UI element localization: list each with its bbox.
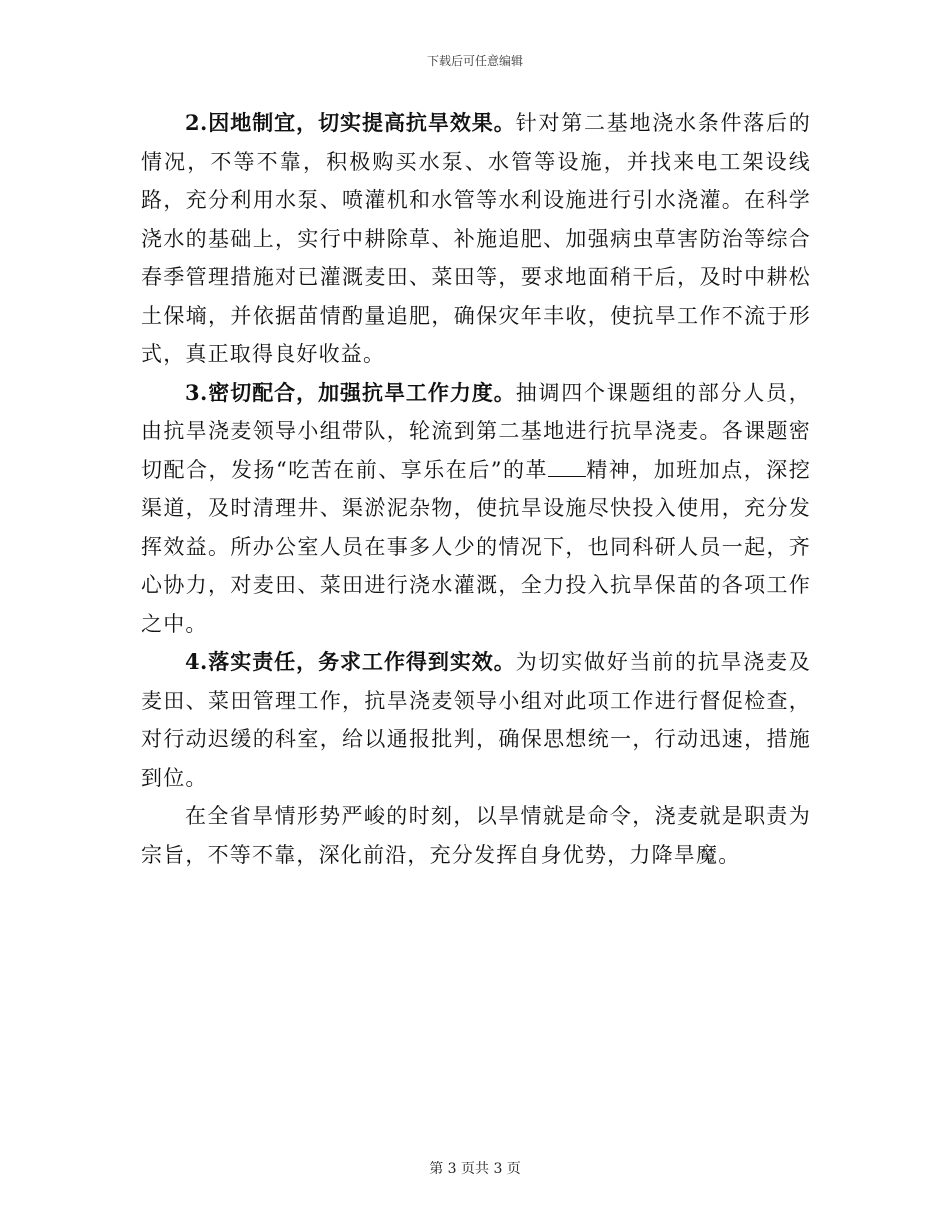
section-2-heading: 2.因地制宜，切实提高抗旱效果。 (185, 110, 516, 135)
section-3-heading: 3.密切配合，加强抗旱工作力度。 (185, 379, 516, 405)
section-4-text: 为切实做好当前的抗旱浇麦及麦田、菜田管理工作，抗旱浇麦领导小组对此项工作进行督促检查，对行动迟缓的科室，给以通报批判，确保思想统一，行动迅速，措施到位。 (141, 650, 811, 790)
page-header-note: 下载后可任意编辑 (426, 54, 523, 68)
conclusion-text: 在全省旱情形势严峻的时刻，以旱情就是命令，浇麦就是职责为宗旨，不等不靠，深化前沿，充分发挥自身优势，力降旱魔。 (141, 804, 811, 867)
page-number-footer: 第 3 页共 3 页 (429, 1161, 521, 1177)
paragraph-section-3 (141, 374, 811, 644)
section-3-text-before-blank: 抽调四个课题组的部分人员，由抗旱浇麦领导小组带队，轮流到第二基地进行抗旱浇麦。各课题密切配合，发扬“吃苦在前、享乐在后”的革 (141, 380, 811, 482)
paragraph-conclusion (141, 797, 811, 874)
section-2-text: 针对第二基地浇水条件落后的情况，不等不靠，积极购买水泵、水管等设施，并找来电工架设线路，充分利用水泵、喷灌机和水管等水利设施进行引水浇灌。在科学浇水的基础上，实行中耕除草、补施追肥、加强病虫草害防治等综合春季管理措施对已灌溉麦田、菜田等，要求地面稍干后，及时中耕松土保墒，并依据苗情酌量追肥，确保灾年丰收，使抗旱工作不流于形式，真正取得良好收益。 (141, 111, 811, 366)
fill-in-blank (548, 475, 586, 477)
section-4-heading: 4.落实责任，务求工作得到实效。 (185, 649, 516, 674)
paragraph-section-2 (141, 104, 811, 374)
paragraph-section-4 (141, 643, 811, 797)
section-3-text-after-blank: 精神，加班加点，深挖渠道，及时清理井、渠淤泥杂物，使抗旱设施尽快投入使用，充分发挥效益。所办公室人员在事多人少的情况下，也同科研人员一起，齐心协力，对麦田、菜田进行浇水灌溉，全力投入抗旱保苗的各项工作之中。 (141, 457, 811, 636)
document-body (141, 104, 811, 874)
